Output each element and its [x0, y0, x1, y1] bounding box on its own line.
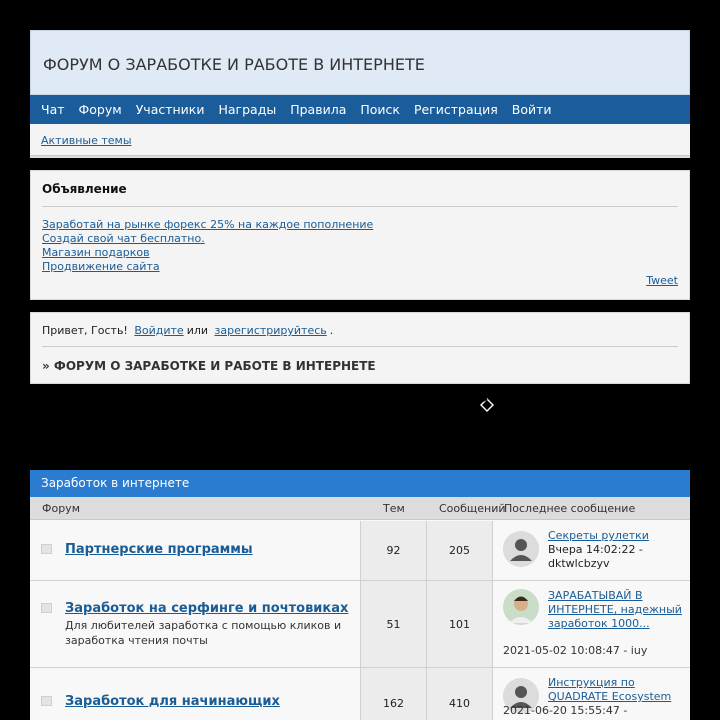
last-post-link[interactable]: ЗАРАБАТЫВАЙ В ИНТЕРНЕТЕ, надежный заработок 1000...	[548, 589, 682, 630]
last-post-meta: 2021-05-02 10:08:47 - iuy	[503, 644, 648, 657]
nav-login[interactable]: Войти	[511, 102, 552, 117]
topics-count: 92	[361, 521, 427, 580]
nav-members[interactable]: Участники	[135, 102, 205, 117]
nav-register[interactable]: Регистрация	[413, 102, 498, 117]
forum-description: Для любителей заработка с помощью кликов и заработка чтения почты	[65, 619, 342, 647]
sub-nav	[30, 124, 690, 156]
announcement-title: Объявление	[42, 182, 678, 207]
posts-count: 101	[427, 581, 493, 667]
forum-status-icon	[41, 603, 52, 613]
main-navbar	[30, 95, 690, 124]
last-post-meta: 2021-06-20 15:55:47 -	[503, 704, 628, 717]
forum-header	[30, 30, 690, 158]
tweet-link[interactable]: Tweet	[646, 274, 678, 287]
user-avatar-icon[interactable]	[503, 531, 539, 567]
announcement-links	[42, 218, 678, 274]
user-avatar-icon[interactable]	[503, 589, 539, 625]
forum-cell	[30, 521, 361, 580]
col-posts: Сообщений	[439, 502, 506, 515]
forum-cell	[30, 668, 361, 720]
last-post-cell	[493, 668, 690, 720]
greeting-panel	[30, 312, 690, 384]
last-post-cell	[493, 521, 690, 580]
last-post-link[interactable]: Секреты рулетки	[548, 529, 649, 542]
greeting-text: Привет, Гость!	[42, 324, 128, 337]
forum-row	[30, 581, 690, 668]
forum-row	[30, 521, 690, 581]
nav-rules[interactable]: Правила	[290, 102, 347, 117]
greeting-or: или	[186, 324, 209, 337]
forum-title-link[interactable]: Заработок на серфинге и почтовиках	[65, 601, 349, 616]
breadcrumb: » ФОРУМ О ЗАРАБОТКЕ И РАБОТЕ В ИНТЕРНЕТЕ	[42, 359, 376, 373]
last-post-link[interactable]: Инструкция по QUADRATE Ecosystem	[548, 676, 672, 703]
active-topics-link[interactable]: Активные темы	[41, 134, 132, 147]
nav-chat[interactable]: Чат	[41, 102, 65, 117]
posts-count: 205	[427, 521, 493, 580]
topics-count: 51	[361, 581, 427, 667]
forum-title-link[interactable]: Заработок для начинающих	[65, 694, 280, 709]
site-title: ФОРУМ О ЗАРАБОТКЕ И РАБОТЕ В ИНТЕРНЕТЕ	[30, 30, 690, 95]
forum-status-icon	[41, 696, 52, 706]
greeting-dot: .	[329, 324, 334, 337]
forum-row	[30, 668, 690, 720]
announcement-link-gifts[interactable]: Магазин подарков	[42, 246, 150, 259]
greeting-line	[42, 324, 678, 347]
login-link[interactable]: Войдите	[134, 324, 184, 337]
forum-cell	[30, 581, 361, 667]
announcement-panel	[30, 170, 690, 300]
nav-awards[interactable]: Награды	[218, 102, 277, 117]
nav-forum[interactable]: Форум	[78, 102, 122, 117]
col-topics: Тем	[383, 502, 405, 515]
topics-count: 162	[361, 668, 427, 720]
last-post-meta: Вчера 14:02:22 - dktwlcbzyv	[548, 543, 643, 570]
forum-table	[30, 470, 690, 720]
loading-icon	[480, 398, 494, 412]
category-header[interactable]: Заработок в интернете	[30, 470, 690, 497]
posts-count: 410	[427, 668, 493, 720]
col-forum: Форум	[42, 502, 80, 515]
column-header-row	[30, 497, 690, 520]
register-link[interactable]: зарегистрируйтесь	[214, 324, 327, 337]
announcement-link-chat[interactable]: Создай свой чат бесплатно.	[42, 232, 205, 245]
announcement-link-forex[interactable]: Заработай на рынке форекс 25% на каждое пополнение	[42, 218, 374, 231]
forum-status-icon	[41, 544, 52, 554]
col-last: Последнее сообщение	[504, 502, 636, 515]
last-post-cell	[493, 581, 690, 667]
forum-title-link[interactable]: Партнерские программы	[65, 542, 253, 557]
announcement-link-promo[interactable]: Продвижение сайта	[42, 260, 160, 273]
nav-search[interactable]: Поиск	[360, 102, 400, 117]
